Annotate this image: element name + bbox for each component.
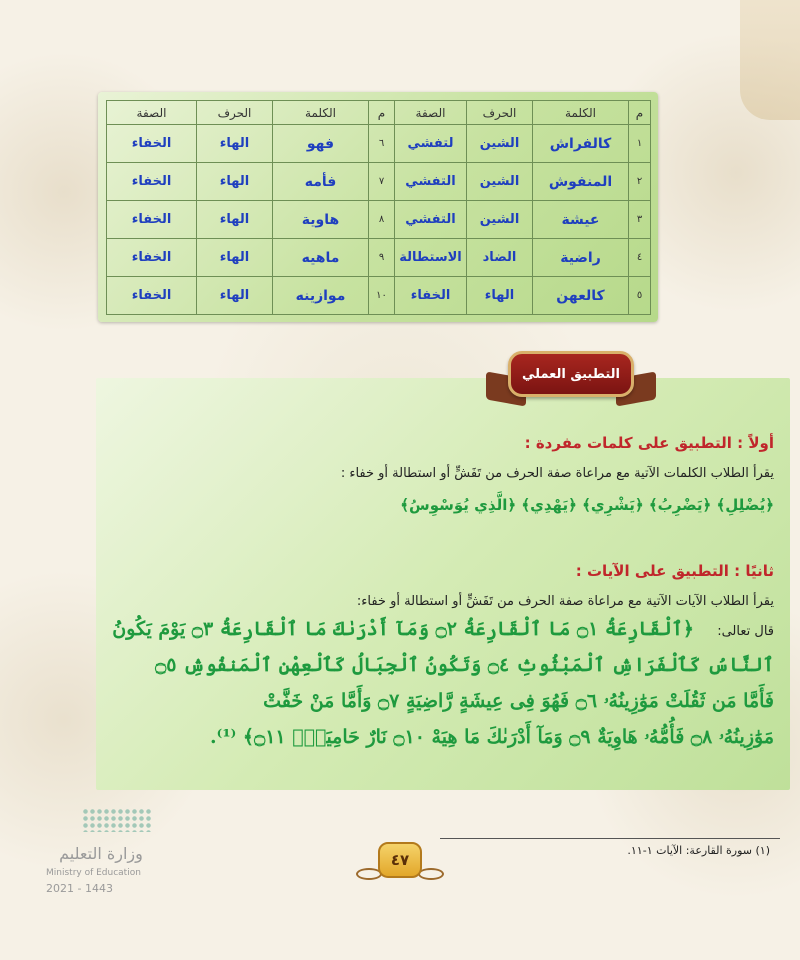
row-word: موازينه [273,277,369,315]
row-letter: الشين [467,163,533,201]
ministry-name-english: Ministry of Education [46,868,141,878]
row-number: ١٠ [369,277,395,315]
row-word: فهو [273,125,369,163]
section-one-heading: التطبيق على كلمات مفردة : [524,434,732,452]
row-word: فأمه [273,163,369,201]
section-two-instruction: يقرأ الطلاب الآيات الآتية مع مراعاة صفة الحرف من تَفَشٍّ أو استطالة أو خفاء: [356,594,774,609]
table-row [107,239,651,277]
row-word: ماهيه [273,239,369,277]
table-row [107,163,651,201]
header-m: م [369,101,395,125]
letter-attributes-table-panel [98,92,658,322]
row-letter: الهاء [197,201,273,239]
row-letter: الهاء [467,277,533,315]
practical-application-panel [96,378,790,790]
verse-line: فَأَمَّا مَن ثَقُلَتْ مَوَٰزِينُهُۥ ۝٦ فَهُوَ فِى عِيشَةٍ رَّاضِيَةٍ ۝٧ وَأَمَّا مَنْ خَفَّتْ [263,690,774,712]
section-two-title [576,562,774,580]
row-attribute: الخفاء [395,277,467,315]
row-word: عيشة [533,201,629,239]
header-attr: الصفة [107,101,197,125]
row-number: ٢ [629,163,651,201]
row-attribute: الخفاء [107,201,197,239]
row-attribute: الخفاء [107,125,197,163]
verse-line: ﴿ٱلْقَارِعَةُ ۝١ مَا ٱلْقَارِعَةُ ۝٢ وَمَآ أَدْرَىٰكَ مَا ٱلْقَارِعَةُ ۝٣ يَوْمَ يَكُونُ [112,618,694,640]
row-attribute: الخفاء [107,277,197,315]
table-row [107,125,651,163]
practical-application-banner [486,345,656,415]
header-word: الكلمة [533,101,629,125]
row-word: كالفراش [533,125,629,163]
section-one-instruction: يقرأ الطلاب الكلمات الآتية مع مراعاة صفة الحرف من تَفَشٍّ أو استطالة أو خفاء : [340,466,774,481]
row-number: ٩ [369,239,395,277]
section-two-prefix: ثانيًا : [734,562,774,580]
header-attr: الصفة [395,101,467,125]
verse-intro: قال تعالى: [717,624,774,639]
page-number: ٤٧ [378,842,422,878]
verse-line: ٱلنَّاسُ كَٱلْفَرَاشِ ٱلْمَبْثُوثِ ۝٤ وَتَكُونُ ٱلْجِبَالُ كَٱلْعِهْنِ ٱلْمَنفُوشِ ۝٥ [155,654,774,676]
ministry-name-arabic: وزارة التعليم [59,844,143,863]
footnote: (١) سورة القارعة: الآيات ١-١١. [627,844,770,857]
header-letter: الحرف [197,101,273,125]
header-word: الكلمة [273,101,369,125]
section-one-title [525,434,774,452]
single-words-list: ﴿يُضْلِلِ﴾ ﴿يَضْرِبُ﴾ ﴿يَشْرِي﴾ ﴿يَهْدِي﴾ ﴿الَّذِي يُوَسْوِسُ﴾ [400,496,774,514]
row-attribute: الخفاء [107,163,197,201]
row-letter: الهاء [197,239,273,277]
row-word: راضية [533,239,629,277]
row-attribute: الاستطالة [395,239,467,277]
row-letter: الشين [467,125,533,163]
row-number: ٣ [629,201,651,239]
row-attribute: لتفشي [395,125,467,163]
section-one-prefix: أولاً : [737,434,774,452]
ministry-year: 2021 - 1443 [46,882,113,895]
row-attribute: التفشي [395,201,467,239]
table-row [107,277,651,315]
row-word: هاوية [273,201,369,239]
row-letter: الشين [467,201,533,239]
verse-line: مَوَٰزِينُهُۥ ۝٨ فَأُمُّهُۥ هَاوِيَةٌ ۝٩ وَمَآ أَدْرَىٰكَ مَا هِيَهْ ۝١٠ نَارٌ حَامِيَةٌۢ ۝١١﴾ ⁽¹⁾. [210,726,774,748]
header-letter: الحرف [467,101,533,125]
footnote-divider [440,838,780,839]
row-number: ٤ [629,239,651,277]
header-m: م [629,101,651,125]
banner-label: التطبيق العملي [508,351,634,397]
row-attribute: التفشي [395,163,467,201]
ministry-logo [38,808,158,898]
table-row [107,201,651,239]
row-attribute: الخفاء [107,239,197,277]
row-number: ٨ [369,201,395,239]
letter-attributes-table [106,100,651,315]
row-letter: الهاء [197,125,273,163]
row-number: ١ [629,125,651,163]
ornament-scroll-icon [418,868,444,880]
decorative-corner [740,0,800,120]
row-letter: الضاد [467,239,533,277]
row-word: المنفوش [533,163,629,201]
row-number: ٧ [369,163,395,201]
row-word: كالعهن [533,277,629,315]
row-letter: الهاء [197,163,273,201]
section-two-heading: التطبيق على الآيات : [575,562,729,580]
table-header-row [107,101,651,125]
row-number: ٦ [369,125,395,163]
row-number: ٥ [629,277,651,315]
page-number-ornament [360,838,440,894]
ministry-dots-icon [82,808,152,832]
row-letter: الهاء [197,277,273,315]
